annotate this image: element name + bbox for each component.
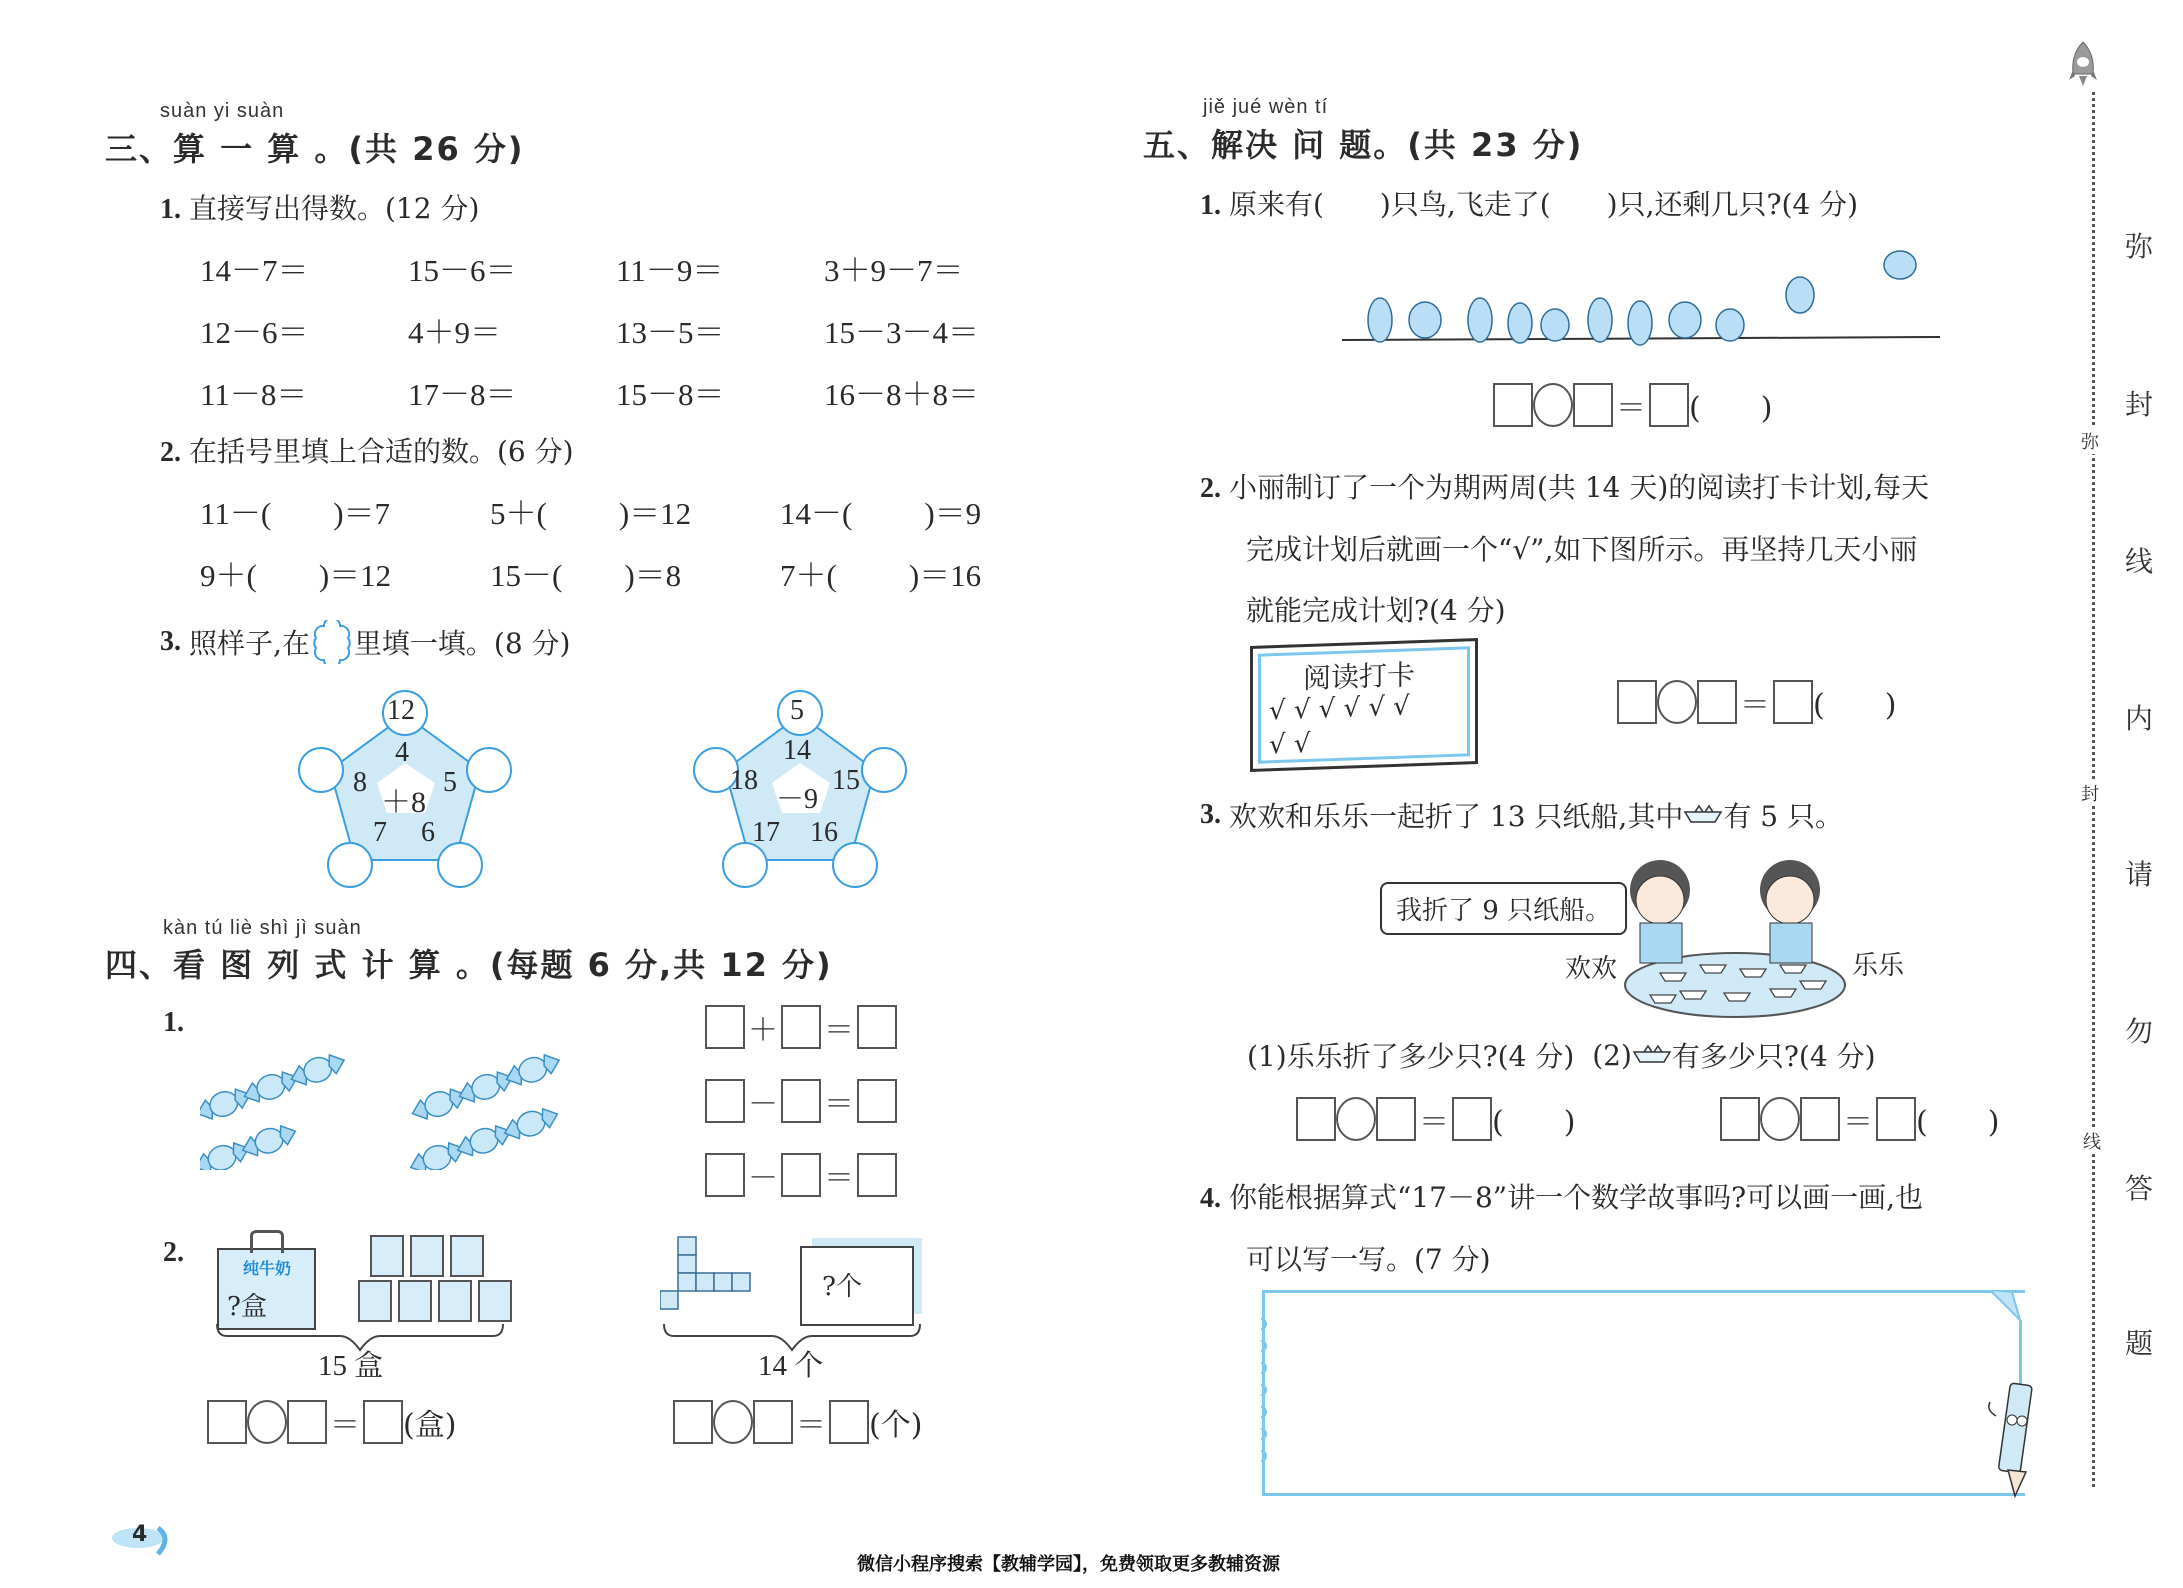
card-checks-row1: √ √ √ √ √ √ xyxy=(1269,691,1410,727)
s3-q2-heading xyxy=(160,430,574,470)
s3-q2-text: 在括号里填上合适的数。(6 分) xyxy=(189,435,574,468)
s3-q1-text: 直接写出得数。(12 分) xyxy=(189,192,480,225)
s3-q1-grid xyxy=(200,245,1020,431)
s3-q3-heading xyxy=(160,620,570,664)
answer-cloud[interactable] xyxy=(438,843,482,887)
s3-q2-row xyxy=(200,550,1020,612)
children-scene xyxy=(1620,855,1850,1025)
inner-top: 4 xyxy=(395,737,409,768)
answer-box[interactable] xyxy=(781,1153,821,1197)
answer-box[interactable] xyxy=(207,1400,247,1444)
answer-box[interactable] xyxy=(781,1079,821,1123)
cut-line-label: 弥 xyxy=(2081,428,2099,454)
expr-post: )＝12 xyxy=(618,496,692,531)
spiral-binding-icon xyxy=(1259,1313,1273,1473)
cut-line-label: 线 xyxy=(2083,1128,2101,1154)
s5-q3-equation-2 xyxy=(1720,1097,1999,1141)
answer-cloud[interactable] xyxy=(299,748,343,792)
answer-box[interactable] xyxy=(857,1079,897,1123)
s5-q3-heading xyxy=(1200,795,1843,835)
folded-corner-icon xyxy=(1990,1290,2030,1330)
s5-q3-sub1: (1)乐乐折了多少只?(4 分) xyxy=(1247,1040,1575,1073)
s4-q1-number xyxy=(163,1005,192,1039)
pentagon-puzzle-1 xyxy=(295,685,535,895)
milk-total: 15 盒 xyxy=(318,1350,384,1382)
margin-char: 勿 xyxy=(2125,1015,2154,1048)
s5-q2-equation xyxy=(1617,680,1896,724)
answer-box[interactable] xyxy=(363,1400,403,1444)
margin-char: 封 xyxy=(2125,388,2154,421)
operator-circle[interactable] xyxy=(1657,680,1697,724)
big-milk-box xyxy=(217,1248,316,1330)
page-number-badge xyxy=(110,1520,190,1560)
s5-q2-line: 完成计划后就画一个“√”,如下图所示。再坚持几天小丽 xyxy=(1246,533,1918,566)
expression: 11－8＝ xyxy=(200,377,308,412)
expr-post: )＝9 xyxy=(924,496,982,531)
unit-blank[interactable]: ( ) xyxy=(1916,1105,2000,1140)
s3-q2-number: 2. xyxy=(160,437,181,468)
section3-title: 三、算 一 算 。(共 26 分) xyxy=(105,130,525,168)
expression: 15－8＝ xyxy=(616,377,725,412)
cube-total: 14 个 xyxy=(758,1350,824,1382)
expr-post: )＝8 xyxy=(624,558,682,593)
cube-equation xyxy=(673,1400,922,1444)
section3-pinyin: suàn yi suàn xyxy=(160,100,285,122)
inner-bottom-right: 6 xyxy=(421,817,435,848)
expr-pre: 14－( xyxy=(780,496,853,531)
equals-sign: ＝ xyxy=(824,1088,854,1121)
page-number: 4 xyxy=(132,1522,148,1547)
inner-right: 15 xyxy=(832,765,860,796)
answer-box[interactable] xyxy=(287,1400,327,1444)
equals-sign: ＝ xyxy=(1843,1106,1873,1139)
expression: 12－6＝ xyxy=(200,315,309,350)
unit-label: (个) xyxy=(869,1408,923,1443)
pentagon-puzzle-2 xyxy=(690,685,930,895)
answer-box[interactable] xyxy=(705,1153,745,1197)
sub2-text: 有多少只?(4 分) xyxy=(1671,1040,1876,1073)
operator-circle[interactable] xyxy=(713,1400,753,1444)
s3-q3-number: 3. xyxy=(160,626,181,657)
operator: － xyxy=(748,1088,778,1121)
expression: 13－5＝ xyxy=(616,315,725,350)
expression: 15－6＝ xyxy=(408,253,517,288)
s5-q4-line: 你能根据算式“17－8”讲一个数学故事吗?可以画一画,也 xyxy=(1229,1181,1923,1214)
s3-q1-heading xyxy=(160,187,479,227)
s3-q3-text-after: 里填一填。(8 分) xyxy=(353,627,571,660)
answer-cloud[interactable] xyxy=(723,843,767,887)
answer-box[interactable] xyxy=(1720,1097,1760,1141)
s3-q3-text-before: 照样子,在 xyxy=(189,627,310,660)
s5-q3-sub2 xyxy=(1592,1035,1875,1075)
s3-q1-row xyxy=(200,307,1020,369)
s5-q4-number: 4. xyxy=(1200,1183,1221,1214)
s4-q2-number xyxy=(163,1235,192,1269)
s5-q3-equation-1 xyxy=(1296,1097,1575,1141)
fill-blank-expression xyxy=(780,550,981,612)
operator-circle[interactable] xyxy=(1760,1097,1800,1141)
expression: 4＋9＝ xyxy=(408,315,501,350)
s5-q1-number: 1. xyxy=(1200,190,1221,221)
paper-boat-icon xyxy=(1683,804,1723,826)
expression: 3＋9－7＝ xyxy=(824,253,964,288)
footer-note: 微信小程序搜索【教辅学园】，免费领取更多教辅资源 xyxy=(857,1554,1280,1575)
answer-box[interactable] xyxy=(1452,1097,1492,1141)
equation-row xyxy=(705,1005,897,1079)
s5-q1-text: 原来有( )只鸟,飞走了( )只,还剩几只?(4 分) xyxy=(1229,188,1859,221)
answer-box[interactable] xyxy=(1573,383,1613,427)
section4-pinyin: kàn tú liè shì jì suàn xyxy=(163,917,362,939)
inner-top: 14 xyxy=(783,735,811,766)
equation-row xyxy=(705,1079,897,1153)
operator: － xyxy=(748,1162,778,1195)
fill-blank-expression xyxy=(490,550,780,612)
sub2-prefix: (2) xyxy=(1592,1038,1632,1072)
pencil-mascot-icon xyxy=(1980,1380,2040,1500)
answer-box[interactable] xyxy=(753,1400,793,1444)
inner-left: 8 xyxy=(353,767,367,798)
answer-box[interactable] xyxy=(1296,1097,1336,1141)
s5-q3-number: 3. xyxy=(1200,799,1221,830)
expression: 11－9＝ xyxy=(616,253,724,288)
card-checks-row2: √ √ xyxy=(1269,728,1311,761)
unit-label: (盒) xyxy=(403,1408,457,1443)
s5-q2-heading xyxy=(1200,457,1929,641)
margin-char: 弥 xyxy=(2125,230,2154,263)
s5-q2-line: 就能完成计划?(4 分) xyxy=(1246,594,1506,627)
answer-cloud[interactable] xyxy=(833,843,877,887)
equals-sign: ＝ xyxy=(824,1014,854,1047)
milk-box-label: 纯牛奶 xyxy=(243,1259,292,1278)
unit-blank[interactable]: ( ) xyxy=(1813,688,1897,723)
milk-equation xyxy=(207,1400,456,1444)
cloud-icon xyxy=(310,620,354,664)
equals-sign: ＝ xyxy=(796,1409,826,1442)
s3-q2-grid xyxy=(200,488,1020,612)
margin-char: 内 xyxy=(2125,702,2154,735)
s5-q3-text-before: 欢欢和乐乐一起折了 13 只纸船,其中 xyxy=(1229,800,1684,833)
unit-blank[interactable]: ( ) xyxy=(1492,1105,1576,1140)
margin-char: 题 xyxy=(2125,1327,2154,1360)
s5-q4-heading xyxy=(1200,1167,1923,1290)
answer-box[interactable] xyxy=(705,1079,745,1123)
speech-bubble: 我折了 9 只纸船。 xyxy=(1380,882,1627,935)
answer-box[interactable] xyxy=(1649,383,1689,427)
cut-line-label: 封 xyxy=(2081,780,2099,806)
expr-pre: 7＋( xyxy=(780,558,837,593)
fill-blank-expression xyxy=(490,488,780,550)
margin-char: 线 xyxy=(2125,545,2154,578)
s3-q1-row xyxy=(200,245,1020,307)
expr-post: )＝12 xyxy=(318,558,392,593)
equals-sign: ＝ xyxy=(1616,392,1646,425)
operator: ＋ xyxy=(748,1014,778,1047)
answer-box[interactable] xyxy=(673,1400,713,1444)
equation-row xyxy=(705,1153,897,1227)
card-title: 阅读打卡 xyxy=(1303,658,1416,696)
s5-q1-heading xyxy=(1200,183,1858,223)
expr-pre: 11－( xyxy=(200,496,272,531)
equals-sign: ＝ xyxy=(1740,689,1770,722)
answer-box[interactable] xyxy=(1773,680,1813,724)
operator-circle[interactable] xyxy=(1533,383,1573,427)
inner-bottom-right: 16 xyxy=(810,817,838,848)
answer-box[interactable] xyxy=(1493,383,1533,427)
answer-cloud[interactable] xyxy=(328,843,372,887)
milk-box-question: ?盒 xyxy=(227,1292,267,1322)
fill-blank-expression xyxy=(200,488,490,550)
reading-checkin-card xyxy=(1250,638,1478,772)
box-handle xyxy=(250,1230,284,1253)
margin-char: 答 xyxy=(2125,1172,2154,1205)
box-question: ?个 xyxy=(822,1272,862,1302)
answer-box[interactable] xyxy=(1876,1097,1916,1141)
s5-q2-line: 小丽制订了一个为期两周(共 14 天)的阅读打卡计划,每天 xyxy=(1229,471,1930,504)
s5-q3-text-after: 有 5 只。 xyxy=(1723,800,1843,833)
answer-box[interactable] xyxy=(1800,1097,1840,1141)
s5-q2-number: 2. xyxy=(1200,473,1221,504)
inner-left: 18 xyxy=(730,765,758,796)
answer-box[interactable] xyxy=(1697,680,1737,724)
number: 1. xyxy=(163,1007,184,1038)
s5-q1-equation xyxy=(1493,383,1772,427)
center-operation: －9 xyxy=(776,784,819,815)
expr-pre: 9＋( xyxy=(200,558,257,593)
section5-pinyin: jiě jué wèn tí xyxy=(1203,96,1329,118)
inner-bottom-left: 17 xyxy=(752,817,780,848)
unit-blank[interactable]: ( ) xyxy=(1689,391,1773,426)
equals-sign: ＝ xyxy=(1419,1106,1449,1139)
expression: 17－8＝ xyxy=(408,377,517,412)
leaf-decoration-icon xyxy=(110,1520,190,1560)
candy-illustration xyxy=(200,1050,580,1170)
expr-post: )＝16 xyxy=(908,558,982,593)
paper-boat-icon xyxy=(1632,1044,1672,1066)
closed-box xyxy=(800,1246,914,1326)
inner-right: 5 xyxy=(443,767,457,798)
answer-box[interactable] xyxy=(857,1005,897,1049)
equals-sign: ＝ xyxy=(330,1409,360,1442)
answer-cloud[interactable] xyxy=(467,748,511,792)
center-operation: ＋8 xyxy=(381,786,426,819)
name-label-lele: 乐乐 xyxy=(1852,951,1905,981)
story-writing-area[interactable] xyxy=(1262,1290,2025,1496)
operator-circle[interactable] xyxy=(1336,1097,1376,1141)
cloud-top-value: 5 xyxy=(790,695,804,726)
birds-on-wire-illustration xyxy=(1340,235,1955,360)
s3-q1-row xyxy=(200,369,1020,431)
answer-cloud[interactable] xyxy=(694,748,738,792)
fill-blank-expression xyxy=(780,488,981,550)
answer-box[interactable] xyxy=(781,1005,821,1049)
expression: 16－8＋8＝ xyxy=(824,377,979,412)
carton-row xyxy=(370,1235,484,1277)
section4-title: 四、看 图 列 式 计 算 。(每题 6 分,共 12 分) xyxy=(105,946,833,984)
expression: 15－3－4＝ xyxy=(824,315,979,350)
rocket-icon xyxy=(2068,40,2098,90)
s3-q2-row xyxy=(200,488,1020,550)
expr-pre: 5＋( xyxy=(490,496,547,531)
number: 2. xyxy=(163,1237,184,1268)
operator-circle[interactable] xyxy=(247,1400,287,1444)
fill-blank-expression xyxy=(200,550,490,612)
s5-q4-line: 可以写一写。(7 分) xyxy=(1246,1243,1491,1276)
children-folding-boats-illustration xyxy=(1620,855,1850,1025)
cube-stack xyxy=(660,1232,770,1332)
cloud-top-value: 12 xyxy=(387,695,415,726)
name-label-huanhuan: 欢欢 xyxy=(1565,954,1618,984)
answer-box[interactable] xyxy=(1617,680,1657,724)
expr-pre: 15－( xyxy=(490,558,563,593)
s4-q1-equations xyxy=(705,1005,897,1227)
inner-bottom-left: 7 xyxy=(373,817,387,848)
expr-post: )＝7 xyxy=(333,496,391,531)
expression: 14－7＝ xyxy=(200,253,309,288)
margin-char: 请 xyxy=(2125,858,2154,891)
answer-box[interactable] xyxy=(829,1400,869,1444)
s3-q1-number: 1. xyxy=(160,194,181,225)
answer-box[interactable] xyxy=(857,1153,897,1197)
carton-row xyxy=(358,1280,512,1322)
s5-q3-subquestions xyxy=(1247,1035,1876,1075)
answer-cloud[interactable] xyxy=(862,748,906,792)
equals-sign: ＝ xyxy=(824,1162,854,1195)
answer-box[interactable] xyxy=(1376,1097,1416,1141)
answer-box[interactable] xyxy=(705,1005,745,1049)
section5-title: 五、解决 问 题。(共 23 分) xyxy=(1143,126,1584,164)
